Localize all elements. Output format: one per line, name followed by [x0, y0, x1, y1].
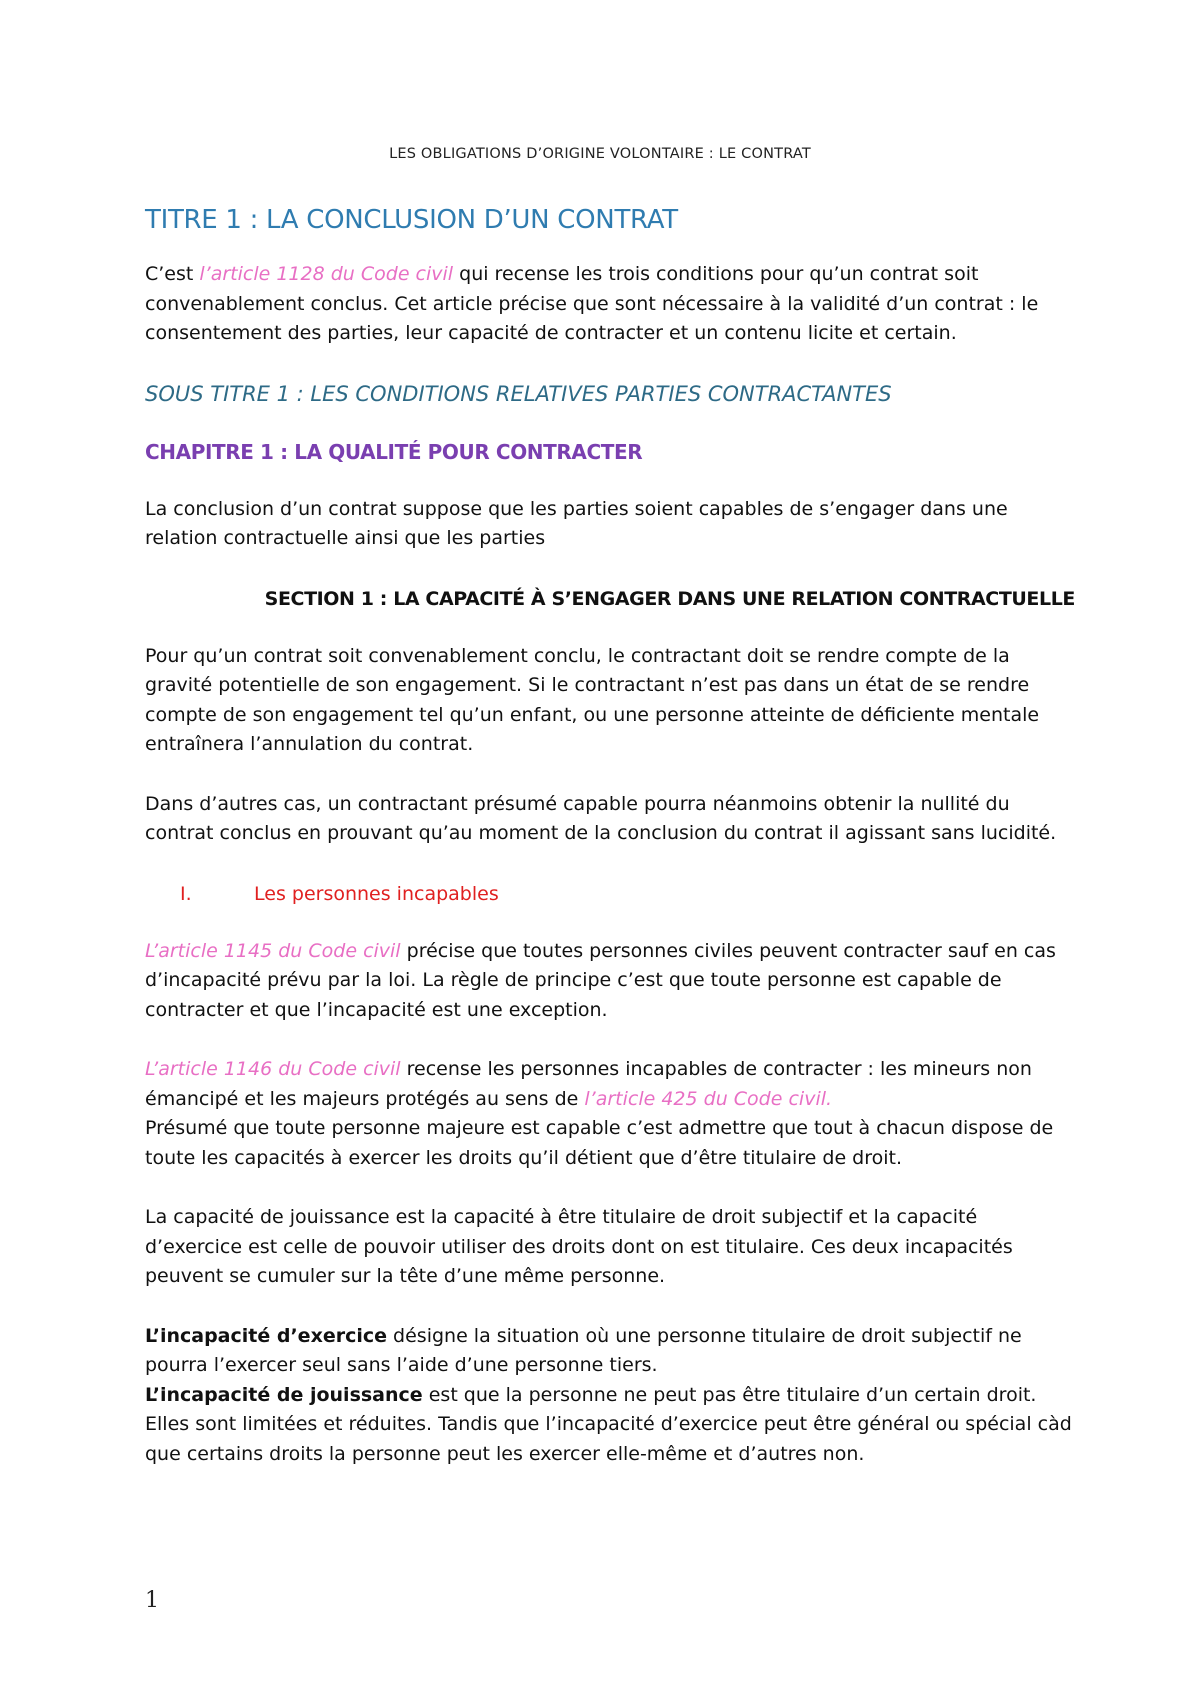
- bold-term: L’incapacité de jouissance: [145, 1383, 423, 1406]
- paragraph-conclusion: La conclusion d’un contrat suppose que les parties soient capables de s’engager dans une relation contractuelle ainsi que les parties: [145, 497, 1008, 549]
- paragraph-incapacite-jouissance: [145, 1381, 1075, 1470]
- list-heading-item: [145, 879, 1075, 909]
- title-heading: TITRE 1 : LA CONCLUSION D’UN CONTRAT: [145, 205, 678, 235]
- paragraph-nullity: Dans d’autres cas, un contractant présumé capable pourra néanmoins obtenir la nullité du contrat conclus en prouvant qu’au moment de la conclusion du contrat il agissant sans lucidité.: [145, 792, 1057, 844]
- paragraph-article-1146: [145, 1055, 1075, 1114]
- paragraph-intro: [145, 260, 1075, 349]
- paragraph-article-1145: [145, 937, 1075, 1026]
- subtitle-heading: SOUS TITRE 1 : LES CONDITIONS RELATIVES PARTIES CONTRACTANTES: [145, 381, 892, 406]
- section-heading: SECTION 1 : LA CAPACITÉ À S’ENGAGER DANS UNE RELATION CONTRACTUELLE: [264, 587, 1075, 610]
- paragraph-incapacite-exercice: [145, 1322, 1075, 1381]
- text: est que la personne ne peut pas être titulaire d’un certain droit. Elles sont limitées et réduites. Tandis que l’incapacité d’exercice peut être général ou spécial càd que certains droits la personne peut les exercer elle-même et d’autres non.: [145, 1383, 1072, 1465]
- text: qui recense les trois conditions pour qu’un contrat soit convenablement conclus. Cet article précise que sont nécessaire à la validité d’un contrat : le consentement des parties, leur capacité de contracter et un contenu licite et certain.: [145, 263, 1039, 344]
- paragraph-capacity: Pour qu’un contrat soit convenablement conclu, le contractant doit se rendre compte de la gravité potentielle de son engagement. Si le contractant n’est pas dans un état de se rendre compte de son engagement tel qu’un enfant, ou une personne atteinte de déficiente mentale entraînera l’annulation du contrat.: [145, 644, 1040, 755]
- text: désigne la situation où une personne titulaire de droit subjectif ne pourra l’exercer seul sans l’aide d’une personne tiers.: [145, 1324, 1022, 1376]
- text: recense les personnes incapables de contracter : les mineurs non émancipé et les majeurs protégés au sens de: [145, 1058, 1032, 1110]
- document-body: [145, 200, 1075, 1499]
- text: C’est: [145, 263, 200, 285]
- article-reference: L’article 1146 du Code civil: [145, 1058, 401, 1080]
- chapter-heading: CHAPITRE 1 : LA QUALITÉ POUR CONTRACTER: [145, 439, 643, 464]
- page-header: LES OBLIGATIONS D’ORIGINE VOLONTAIRE : LE CONTRAT: [389, 146, 811, 162]
- list-label: Les personnes incapables: [254, 882, 499, 905]
- text: précise que toutes personnes civiles peuvent contracter sauf en cas d’incapacité prévu par la loi. La règle de principe c’est que toute personne est capable de contracter et que l’incapacité est une exception.: [145, 939, 1056, 1021]
- article-reference: L’article 1145 du Code civil: [145, 939, 401, 962]
- list-number: I.: [180, 882, 192, 905]
- bold-term: L’incapacité d’exercice: [145, 1324, 387, 1347]
- paragraph-jouissance: La capacité de jouissance est la capacité à être titulaire de droit subjectif et la capacité d’exercice est celle de pouvoir utiliser des droits dont on est titulaire. Ces deux incapacités peuvent se cumuler sur la tête d’une même personne.: [145, 1206, 1013, 1287]
- article-reference: l’article 1128 du Code civil: [199, 263, 454, 285]
- paragraph-presumption: Présumé que toute personne majeure est capable c’est admettre que tout à chacun dispose de toute les capacités à exercer les droits qu’il détient que d’être titulaire de droit.: [145, 1117, 1054, 1169]
- article-reference: l’article 425 du Code civil.: [584, 1087, 833, 1110]
- page-number: 1: [145, 1588, 159, 1613]
